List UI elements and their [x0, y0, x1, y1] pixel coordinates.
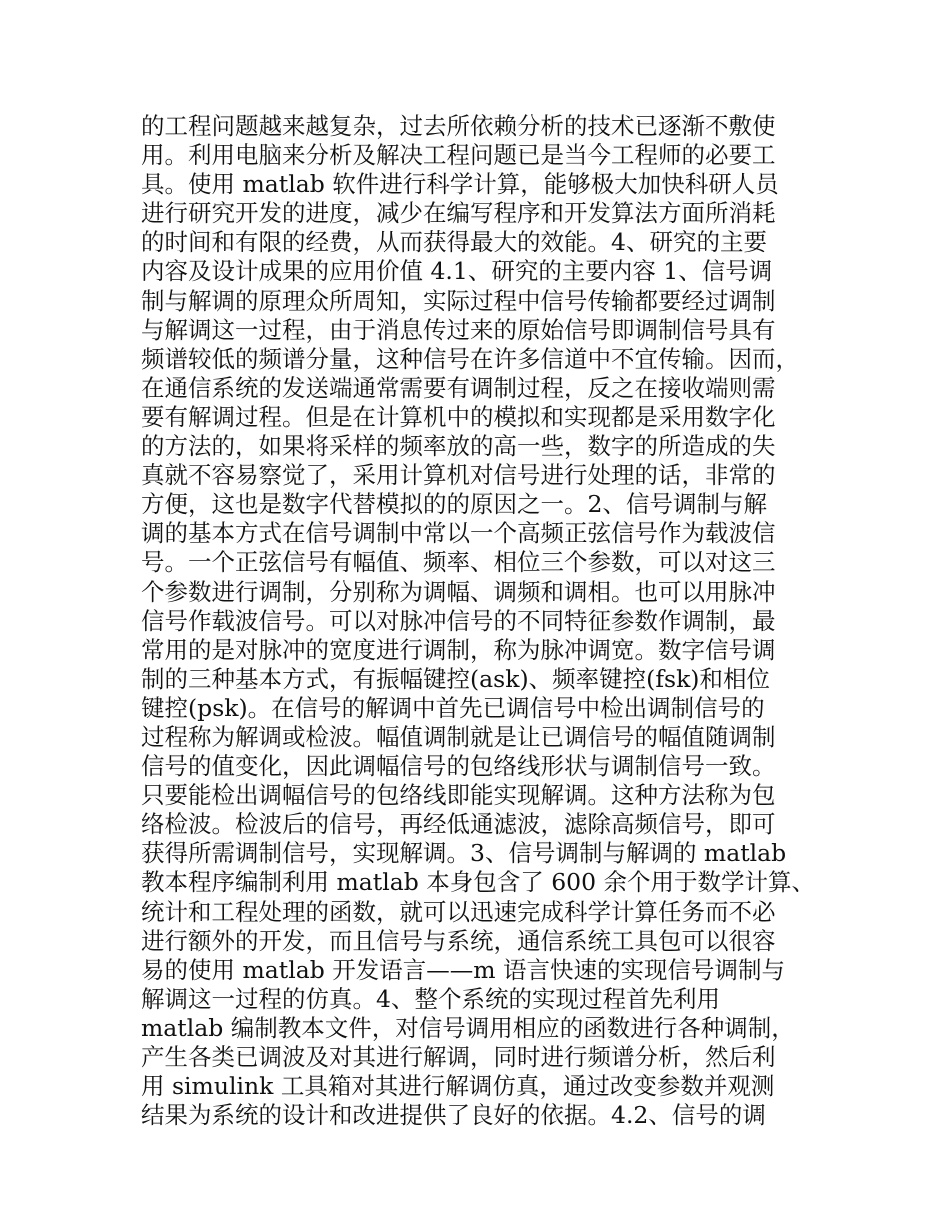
text-line: 进行额外的开发，而且信号与系统，通信系统工具包可以很容: [141, 926, 776, 955]
text-line: 个参数进行调制，分别称为调幅、调频和调相。也可以用脉冲: [141, 577, 776, 606]
text-line: 制的三种基本方式，有振幅键控(ask)、频率键控(fsk)和相位: [141, 664, 770, 693]
text-line: 过程称为解调或检波。幅值调制就是让已调信号的幅值随调制: [141, 722, 776, 751]
body-text: [141, 112, 831, 1130]
text-line: 的工程问题越来越复杂，过去所依赖分析的技术已逐渐不敷使: [141, 112, 776, 140]
text-line: 号。一个正弦信号有幅值、频率、相位三个参数，可以对这三: [141, 548, 776, 577]
text-line: 结果为系统的设计和改进提供了良好的依据。4.2、信号的调: [141, 1101, 766, 1130]
text-line: 的时间和有限的经费，从而获得最大的效能。4、研究的主要: [141, 228, 767, 257]
text-line: 的方法的，如果将采样的频率放的高一些，数字的所造成的失: [141, 432, 776, 461]
text-line: 只要能检出调幅信号的包络线即能实现解调。这种方法称为包: [141, 781, 776, 810]
text-line: 产生各类已调波及对其进行解调，同时进行频谱分析，然后利: [141, 1043, 776, 1071]
text-line: 统计和工程处理的函数，就可以迅速完成科学计算任务而不必: [141, 897, 776, 926]
text-line: 真就不容易察觉了，采用计算机对信号进行处理的话，非常的: [141, 461, 776, 490]
text-line: 教本程序编制利用 matlab 本身包含了 600 余个用于数学计算、: [141, 868, 816, 897]
text-line: 要有解调过程。但是在计算机中的模拟和实现都是采用数字化: [141, 402, 776, 431]
text-line: 制与解调的原理众所周知，实际过程中信号传输都要经过调制: [141, 286, 776, 315]
text-line: 用。利用电脑来分析及解决工程问题已是当今工程师的必要工: [141, 141, 776, 170]
text-line: 络检波。检波后的信号，再经低通滤波，滤除高频信号，即可: [141, 810, 776, 839]
text-line: 内容及设计成果的应用价值 4.1、研究的主要内容 1、信号调: [141, 257, 773, 286]
text-line: 与解调这一过程，由于消息传过来的原始信号即调制信号具有: [141, 315, 776, 344]
text-line: 解调这一过程的仿真。4、整个系统的实现过程首先利用: [141, 984, 720, 1013]
text-line: 信号的值变化，因此调幅信号的包络线形状与调制信号一致。: [141, 752, 776, 781]
text-line: 获得所需调制信号，实现解调。3、信号调制与解调的 matlab: [141, 839, 787, 868]
text-line: 具。使用 matlab 软件进行科学计算，能够极大加快科研人员: [141, 170, 779, 199]
text-line: matlab 编制教本文件，对信号调用相应的函数进行各种调制，: [141, 1013, 795, 1042]
text-line: 频谱较低的频谱分量，这种信号在许多信道中不宜传输。因而，: [141, 344, 799, 373]
text-line: 用 simulink 工具箱对其进行解调仿真，通过改变参数并观测: [141, 1072, 775, 1101]
text-line: 常用的是对脉冲的宽度进行调制，称为脉冲调宽。数字信号调: [141, 635, 776, 664]
text-line: 信号作载波信号。可以对脉冲信号的不同特征参数作调制，最: [141, 606, 776, 635]
text-line: 易的使用 matlab 开发语言——m 语言快速的实现信号调制与: [141, 955, 786, 984]
text-line: 进行研究开发的进度，减少在编写程序和开发算法方面所消耗: [141, 199, 776, 228]
text-line: 方便，这也是数字代替模拟的的原因之一。2、信号调制与解: [141, 490, 767, 519]
text-line: 在通信系统的发送端通常需要有调制过程，反之在接收端则需: [141, 373, 776, 402]
text-line: 调的基本方式在信号调制中常以一个高频正弦信号作为载波信: [141, 519, 776, 548]
text-line: 键控(psk)。在信号的解调中首先已调信号中检出调制信号的: [141, 693, 765, 722]
